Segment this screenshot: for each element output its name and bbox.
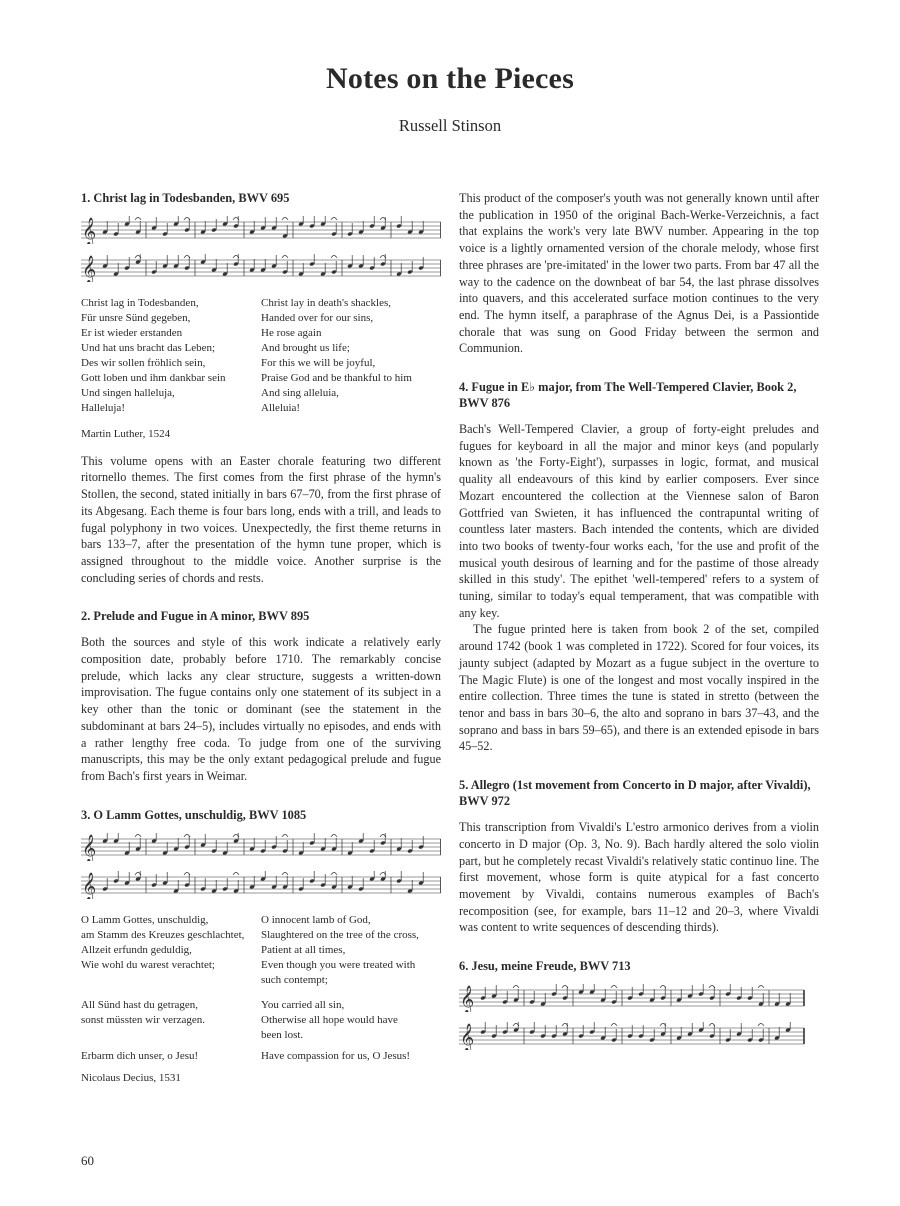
verse-attribution: Martin Luther, 1524 xyxy=(81,428,171,440)
verse-german: Erbarm dich unser, o Jesu! xyxy=(81,1049,199,1062)
music-staff-icon xyxy=(459,1022,819,1050)
section-5 xyxy=(459,777,819,936)
verse-german: All Sünd hast du getragen, sonst müssten wir verzagen. xyxy=(81,998,206,1026)
section-body: The fugue printed here is taken from book 2 of the set, compiled around 1742 (book 1 was completed in 1722). Scored for four voices, its jaunty subject (adapted by Mozart as a fugue subject in the overture to The Magic Flute) is one of the longest and most vocally inspired in the entire collection. Three times the tune is stated in stretto (between the tenor and bass in bars 30–6, the alto and soprano in bars 37–43, and the soprano and bass in bars 59–65), and there is an extended episode in bars 45–52. xyxy=(459,622,819,754)
section-body: This transcription from Vivaldi's L'estro armonico derives from a violin concerto in D major (Op. 3, No. 9). Bach hardly altered the solo violin part, but he completely recast Vivaldi's relatively static continuo line. The first movement, whose form is quite atypical for a fast concerto movement by Vivaldi, contains numerous examples of Bach's recomposition (see, for example, bars 11–12 and 20–3, where Vivaldi was content to write sequences of descending thirds). xyxy=(459,820,819,935)
music-staff-icon xyxy=(81,871,441,899)
svg-text:𝄞: 𝄞 xyxy=(460,985,475,1013)
section-3-continued xyxy=(459,190,819,357)
section-body: Both the sources and style of this work indicate a relatively early composition date, probably before 1710. The remarkably concise prelude, which lacks any clear structure, suggests a written-down improvisation. The fugue contains only one statement of its subject in a key other than the tonic or dominant (see the statement in the subdominant at bars 24–5), includes virtually no episodes, and ends with a rather lengthy free coda. To judge from one of the surviving manuscripts, this may be the only extant pedagogical prelude and fugue from Bach's first years in Weimar. xyxy=(81,635,441,783)
section-4 xyxy=(459,379,819,755)
verse-english: Christ lay in death's shackles, Handed over for our sins, He rose again And brought us life; For this we will be joyful, Praise God and be thankful to him And sing alleluia, Alleluia! xyxy=(261,297,412,414)
section-heading: 5. Allegro (1st movement from Concerto in D major, after Vivaldi), BWV 972 xyxy=(459,778,811,809)
verse-english: O innocent lamb of God, Slaughtered on the tree of the cross, Patient at all times, Even though you were treated with such contempt; xyxy=(261,913,419,986)
chorale-verse xyxy=(81,998,441,1043)
section-body: Bach's Well-Tempered Clavier, a group of forty-eight preludes and fugues for keyboard in all the major and minor keys (and popularly known as 'the Forty-Eight'), surpasses in logic, format, and musical quality all endeavours of this kind by earlier composers. Ever since Mozart encountered the collection at the Viennese salon of Baron Gottfried van Swieten, it has influenced the contrapuntal writing of countless later masters. Bach intended the contents, which are divided into two books of twenty-four works each, 'for the use and profit of the musical youth desirous of learning and for the pastime of those already skilled in this study'. The epithet 'well-tempered' refers to a system of tuning, similar to today's equal temperament, that was compatible with any key. xyxy=(459,422,819,620)
left-column xyxy=(81,190,441,1108)
svg-text:𝄞: 𝄞 xyxy=(82,255,97,282)
svg-text:𝄞: 𝄞 xyxy=(82,833,97,861)
chorale-verse xyxy=(81,913,441,988)
section-6 xyxy=(459,958,819,1050)
music-staff-icon xyxy=(459,984,819,1012)
section-heading: 1. Christ lag in Todesbanden, BWV 695 xyxy=(81,191,290,205)
verse-german: Christ lag in Todesbanden, Für unsre Sünd gegeben, Er ist wieder erstanden Und hat uns bracht das Leben; Des wir sollen fröhlich sein, Gott loben und ihm dankbar sein Und singen halleluja, Halleluja! xyxy=(81,297,226,414)
section-2 xyxy=(81,608,441,784)
svg-text:𝄞: 𝄞 xyxy=(460,1023,475,1051)
chorale-verse xyxy=(81,296,441,416)
music-staff-icon xyxy=(81,254,441,282)
music-staff-icon xyxy=(81,833,441,861)
svg-text:𝄞: 𝄞 xyxy=(82,871,97,899)
section-heading: 2. Prelude and Fugue in A minor, BWV 895 xyxy=(81,609,310,624)
section-heading: 6. Jesu, meine Freude, BWV 713 xyxy=(459,959,631,974)
page-number: 60 xyxy=(81,1153,94,1168)
right-column xyxy=(459,190,819,1072)
section-heading: 3. O Lamm Gottes, unschuldig, BWV 1085 xyxy=(81,807,307,822)
author-name: Russell Stinson xyxy=(398,116,502,135)
section-body: This product of the composer's youth was not generally known until after the publication in 1950 of the original Bach-Werke-Verzeichnis, a fact that explains the work's very late BWV number. Appearing in the top voice is a lightly ornamented version of the chorale melody, whose first three phrases are 'pre-imitated' in the lower two parts. From bar 47 all the way to the cadence on the downbeat of bar 54, the last phrase dissolves into quavers, and this accelerated surface motion continues to the very end. The hymn itself, a paraphrase of the Agnus Dei, is a Passiontide chorale that was sung on Good Friday between the sermon and Communion. xyxy=(459,191,819,356)
section-heading: 4. Fugue in E♭ major, from The Well-Tempered Clavier, Book 2, BWV 876 xyxy=(459,380,797,411)
section-1 xyxy=(81,190,441,586)
page-title: Notes on the Pieces xyxy=(326,62,574,95)
section-3 xyxy=(81,807,441,1087)
music-staff-icon xyxy=(81,216,441,244)
section-body: This volume opens with an Easter chorale featuring two different ritornello themes. The first comes from the first phrase of the hymn's Stollen, the second, stated initially in bars 67–70, from the first phrase of its Abgesang. Each theme is four bars long, ends with a trill, and leads to fugal polyphony in two voices. Unexpectedly, the first theme returns in bars 133–7, after the presentation of the hymn tune proper, which is assigned throughout to the middle voice. Another surprise is the concluding series of chords and rests. xyxy=(81,453,441,585)
verse-english: Have compassion for us, O Jesus! xyxy=(261,1049,411,1062)
verse-english: You carried all sin, Otherwise all hope would have been lost. xyxy=(261,998,398,1041)
verse-attribution: Nicolaus Decius, 1531 xyxy=(81,1071,181,1084)
verse-german: O Lamm Gottes, unschuldig, am Stamm des Kreuzes geschlachtet, Allzeit erfundn geduldig, Wie wohl du warest verachtet; xyxy=(81,913,245,971)
chorale-verse xyxy=(81,1049,441,1064)
svg-text:𝄞: 𝄞 xyxy=(82,217,97,244)
